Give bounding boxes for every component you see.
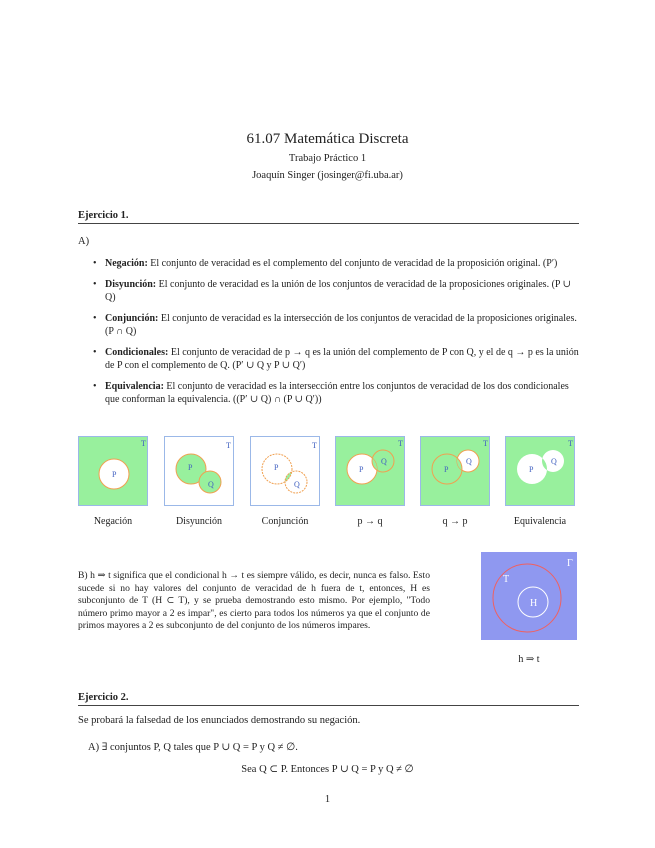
exercise-2-item-a-proof: Sea Q ⊂ P. Entonces P ∪ Q = P y Q ≠ ∅ (241, 764, 414, 775)
set-p-label: P (444, 465, 449, 474)
document-title: 61.07 Matemática Discreta (246, 131, 409, 147)
universe-label: Γ (567, 558, 573, 569)
venn-q-implies-p (420, 436, 490, 506)
definitions-list (93, 257, 579, 414)
universe-label: T (398, 439, 403, 448)
set-q-label: Q (381, 457, 387, 466)
caption-disyuncion: Disyunción (175, 516, 223, 527)
definition-term: Equivalencia: (105, 380, 164, 392)
bullet-marker: • (93, 278, 97, 290)
universe-label: T (483, 439, 488, 448)
document-author: Joaquín Singer (josinger@fi.uba.ar) (252, 170, 403, 181)
venn-p-implies-q (335, 436, 405, 506)
definition-term: Disyunción: (105, 278, 157, 290)
universe-label: T (226, 441, 231, 450)
exercise-2-heading: Ejercicio 2. (78, 692, 579, 706)
document-subtitle: Trabajo Práctico 1 (288, 153, 367, 164)
set-p-label: P (188, 463, 193, 472)
caption-conjuncion: Conjunción (261, 516, 309, 527)
definition-conjuncion (93, 312, 579, 339)
definition-negacion (93, 257, 579, 271)
exercise-2-intro: Se probará la falsedad de los enunciados demostrando su negación. (78, 715, 361, 726)
definition-term: Negación: (105, 258, 148, 269)
exercise-2-item-a: A) ∃ conjuntos P, Q tales que P ∪ Q = P y Q ≠ ∅. (88, 742, 298, 753)
universe-label: T (312, 441, 317, 450)
definition-term: Condicionales: (105, 346, 169, 358)
definition-text: El conjunto de veracidad es la intersección entre los conjuntos de veracidad de los dos condicionales que conforman la equivalencia. ((P′ ∪ Q) ∩ (P ∪ Q′)) (105, 380, 569, 405)
bullet-marker: • (93, 346, 97, 358)
definition-text: El conjunto de veracidad es la unión de los conjuntos de veracidad de la proposiciones originales. (P ∪ Q) (105, 278, 571, 303)
definition-equivalencia (93, 380, 579, 407)
exercise-1-part-b-text: B) h ⇒ t significa que el condicional h → t es siempre válido, es decir, nunca es falso. Esto sucede si no hay valores del conjunto de veracidad de h fuera de t, entonces, H es subconjunto de T (H ⊂ T), y se prueba demostrando esto mismo. Por ejemplo, "Todo número primo mayor a 2 es impar", es cierto para todos los números ya que el conjunto de primos mayores a 2 es subconjunto de del conjunto de los números impares. (78, 570, 430, 632)
caption-equivalencia: Equivalencia (513, 516, 567, 527)
venn-diagram-row (78, 436, 579, 506)
bullet-marker: • (93, 312, 97, 324)
universe-rect (251, 437, 320, 506)
venn-conjuncion (250, 436, 320, 506)
universe-rect (421, 437, 490, 506)
set-p-label: P (274, 463, 279, 472)
definition-text: El conjunto de veracidad de p → q es la unión del complemento de P con Q, y el de q → p es la unión de P con el complemento de Q. (P′ ∪ Q y P ∪ Q′) (105, 346, 579, 371)
caption-negacion: Negación (93, 516, 133, 527)
venn-negacion (78, 436, 148, 506)
definition-disyuncion (93, 278, 579, 305)
set-q-label: Q (551, 457, 557, 466)
bullet-marker: • (93, 380, 97, 392)
definition-text: El conjunto de veracidad es el complemento del conjunto de veracidad de la proposición original. (P′) (147, 258, 558, 269)
set-q-label: Q (466, 457, 472, 466)
definition-term: Conjunción: (105, 312, 159, 324)
page-number: 1 (324, 794, 331, 805)
bullet-marker: • (93, 258, 97, 269)
implication-diagram (481, 552, 577, 640)
set-p-label: P (112, 470, 117, 479)
venn-equivalencia (505, 436, 575, 506)
set-h-label: H (530, 598, 538, 609)
set-q-label: Q (208, 480, 214, 489)
universe-label: T (568, 439, 573, 448)
set-p-label: P (359, 465, 364, 474)
venn-disyuncion (164, 436, 234, 506)
definition-condicionales (93, 346, 579, 373)
caption-h-implies-t: h ⇒ t (518, 654, 540, 665)
exercise-1-heading: Ejercicio 1. (78, 210, 579, 224)
universe-label: T (141, 439, 146, 448)
exercise-1-part-a-label: A) (78, 236, 90, 247)
set-p-label: P (529, 465, 534, 474)
set-q-label: Q (294, 480, 300, 489)
definition-text: El conjunto de veracidad es la intersección de los conjuntos de veracidad de la proposiciones originales. (P ∩ Q) (105, 312, 577, 337)
caption-q-implies-p: q → p (442, 516, 468, 527)
caption-p-implies-q: p → q (357, 516, 383, 527)
set-t-label: T (503, 574, 510, 585)
